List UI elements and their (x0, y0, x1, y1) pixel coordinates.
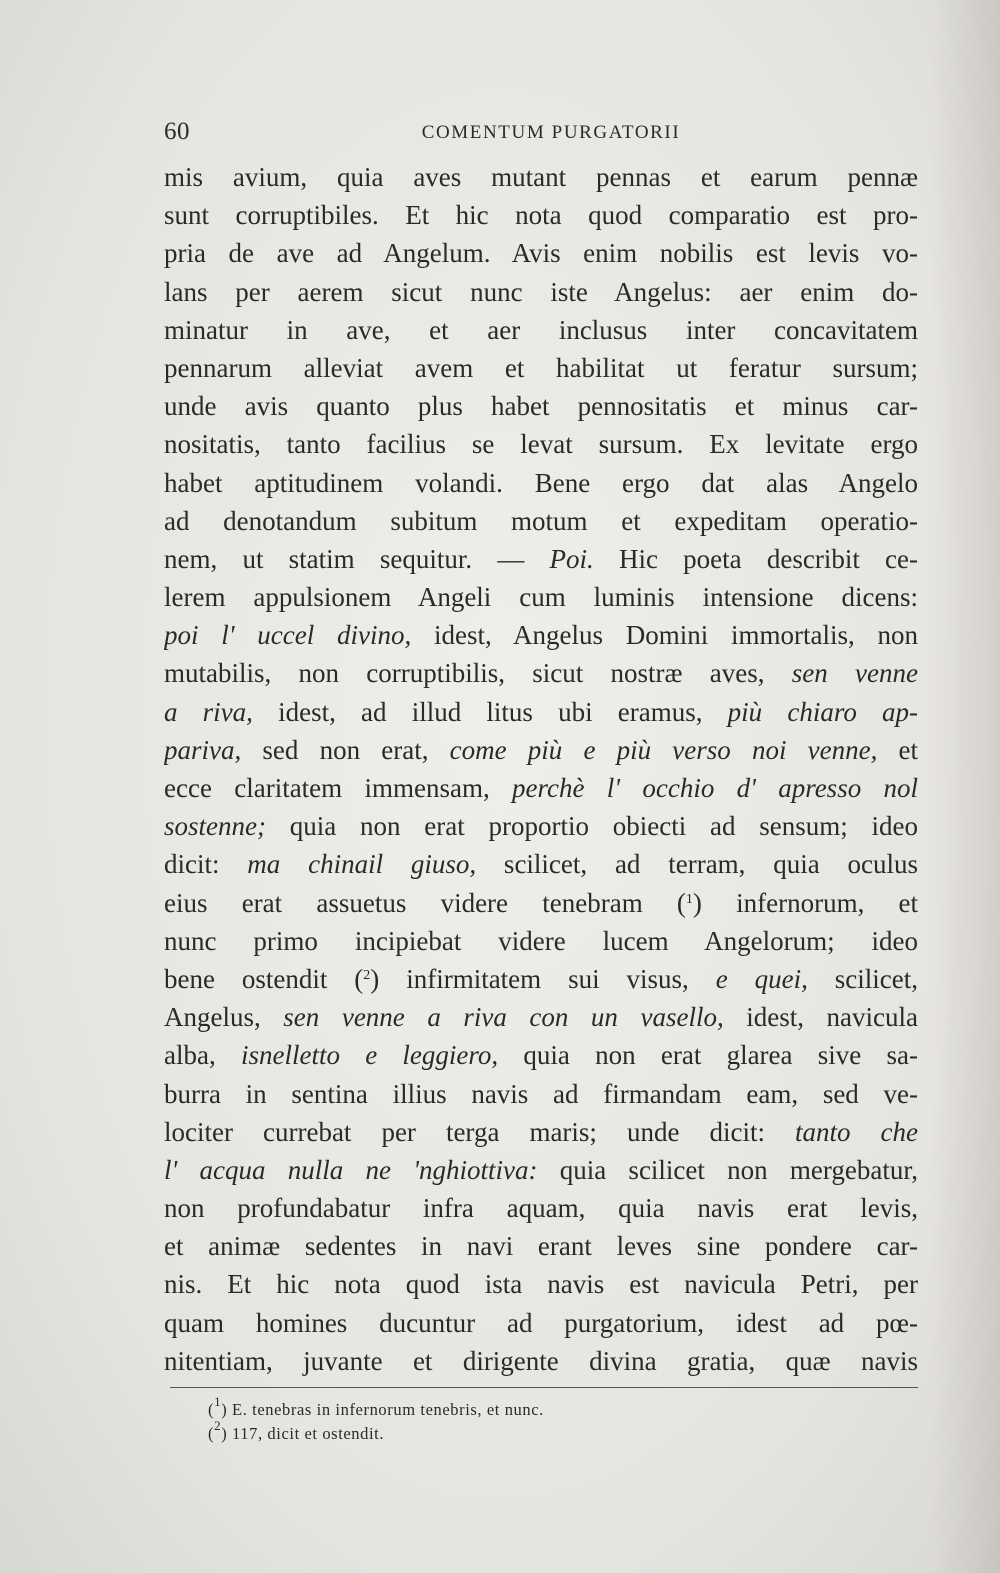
text-line (164, 349, 918, 387)
text-run: nunc primo incipiebat videre lucem Angelorum; ideo (164, 925, 918, 956)
text-run: unde avis quanto plus habet pennositatis et minus car- (164, 391, 918, 422)
italic-quote: più chiaro ap- (727, 696, 918, 727)
text-run: ad denotandum subitum motum et expeditam operatio- (164, 505, 918, 536)
text-line (164, 769, 918, 807)
text-line (164, 273, 918, 311)
text-run: quam homines ducuntur ad purgatorium, idest ad pœ- (164, 1307, 918, 1338)
text-run: quia scilicet non mergebatur, (537, 1154, 918, 1185)
text-line (164, 1075, 918, 1113)
text-line (164, 234, 918, 272)
italic-quote: a riva, (164, 696, 253, 727)
text-line (164, 616, 918, 654)
italic-quote: tanto che (795, 1116, 918, 1147)
text-run: lans per aerem sicut nunc iste Angelus: aer enim do- (164, 276, 918, 307)
text-line (164, 311, 918, 349)
text-run: mutabilis, non corruptibilis, sicut nostræ aves, (164, 658, 792, 689)
text-run: nitentiam, juvante et dirigente divina gratia, quæ navis (164, 1345, 918, 1376)
text-line (164, 654, 918, 692)
text-line (164, 922, 918, 960)
footnote-mark: 2 (214, 1418, 222, 1433)
text-run: mis avium, quia aves mutant pennas et earum pennæ (164, 162, 918, 192)
text-run: alba, (164, 1040, 241, 1071)
text-run: nositatis, tanto facilius se levat sursum. Ex levitate ergo (164, 429, 918, 460)
text-run: pria de ave ad Angelum. Avis enim nobilis est levis vo- (164, 238, 918, 269)
text-line (164, 693, 918, 731)
text-run: nis. Et hic nota quod ista navis est navicula Petri, per (164, 1269, 918, 1300)
italic-quote: e quei, (715, 963, 808, 994)
italic-quote: isnelletto e leggiero, (240, 1040, 499, 1071)
text-line (164, 998, 918, 1036)
italic-quote: come più e più verso noi venne, (449, 734, 878, 765)
italic-quote: perchè l' occhio d' apresso nol (512, 773, 918, 803)
text-line (164, 1151, 918, 1189)
text-line (164, 387, 918, 425)
text-run: et animæ sedentes in navi erant leves sine pondere car- (164, 1231, 918, 1262)
text-run: lociter currebat per terga maris; unde dicit: (164, 1116, 795, 1147)
text-run: sed non erat, (241, 734, 450, 765)
text-run: non profundabatur infra aquam, quia navis erat levis, (164, 1193, 918, 1224)
text-run: idest, navicula (723, 1002, 918, 1033)
text-line (164, 845, 918, 883)
text-run: quia non erat proportio obiecti ad sensum; ideo (265, 811, 918, 842)
text-run: ecce claritatem immensam, (164, 773, 513, 803)
text-run: idest, ad illud litus ubi eramus, (252, 696, 728, 727)
italic-quote: sostenne; (164, 811, 266, 842)
text-run: Angelus, (164, 1002, 284, 1033)
text-run: quia non erat glarea sive sa- (498, 1040, 918, 1071)
text-run: et (877, 734, 918, 765)
footnote-1: ($^1$) E. tenebras in infernorum tenebris, et nunc. (208, 1394, 544, 1419)
text-run: idest, Angelus Domini immortalis, non (411, 620, 918, 651)
text-run: ) infernorum, et (692, 887, 918, 918)
text-line (164, 807, 918, 845)
text-run: lerem appulsionem Angeli cum luminis intensione dicens: (164, 582, 918, 613)
italic-quote: sen venne (791, 658, 918, 689)
text-run: Hic poeta describit ce- (593, 543, 918, 574)
text-run: minatur in ave, et aer inclusus inter concavitatem (164, 314, 918, 345)
body-text (164, 158, 918, 1380)
text-line (164, 1304, 918, 1342)
text-run: sunt corruptibiles. Et hic nota quod comparatio est pro- (164, 200, 918, 231)
text-line (164, 540, 918, 578)
running-head: COMENTUM PURGATORII (421, 122, 681, 143)
text-line (164, 1265, 918, 1303)
text-line (164, 884, 918, 922)
text-line (164, 1227, 918, 1265)
text-line (164, 1342, 918, 1380)
text-run: ) infirmitatem sui visus, (370, 963, 716, 994)
footnote-text: E. tenebras in infernorum tenebris, et nunc. (232, 1400, 544, 1419)
italic-quote: sen venne a riva con un vasello, (283, 1002, 724, 1033)
text-run: eius erat assuetus videre tenebram ( (164, 887, 686, 918)
footnote-2: ($^2$) 117, dicit et ostendit. (208, 1418, 385, 1443)
footnotes (208, 1394, 908, 1446)
text-line (164, 502, 918, 540)
footnote-mark: 1 (214, 1394, 222, 1409)
italic-quote: l' acqua nulla ne 'nghiottiva: (164, 1154, 538, 1185)
footnote-rule (170, 1387, 918, 1388)
text-run: pennarum alleviat avem et habilitat ut feratur sursum; (164, 352, 918, 383)
page-gutter-shadow (930, 0, 1000, 1573)
text-line (164, 464, 918, 502)
text-line (164, 196, 918, 234)
footnote-ref-1: 1 (685, 891, 693, 907)
text-line (164, 158, 918, 196)
text-run: scilicet, ad terram, quia oculus (476, 849, 918, 880)
text-run: bene ostendit ( (164, 963, 364, 994)
text-run: nem, ut statim sequitur. — (164, 543, 550, 574)
page-header (164, 118, 918, 158)
text-line (164, 1036, 918, 1074)
text-line (164, 960, 918, 998)
text-line (164, 578, 918, 616)
italic-quote: ma chinail giuso, (247, 849, 477, 880)
italic-quote: Poi. (549, 543, 594, 574)
text-run: habet aptitudinem volandi. Bene ergo dat alas Angelo (164, 467, 918, 498)
text-line (164, 731, 918, 769)
italic-quote: pariva, (164, 734, 242, 765)
text-run: burra in sentina illius navis ad firmandam eam, sed ve- (164, 1078, 918, 1109)
page-number: 60 (164, 118, 190, 145)
text-run: dicit: (164, 849, 248, 880)
footnote-text: 117, dicit et ostendit. (232, 1424, 385, 1443)
footnote-ref-2: 2 (363, 967, 371, 983)
text-line (164, 1189, 918, 1227)
text-run: scilicet, (807, 963, 918, 994)
text-line (164, 1113, 918, 1151)
text-line (164, 425, 918, 463)
italic-quote: poi l' uccel divino, (164, 620, 412, 651)
